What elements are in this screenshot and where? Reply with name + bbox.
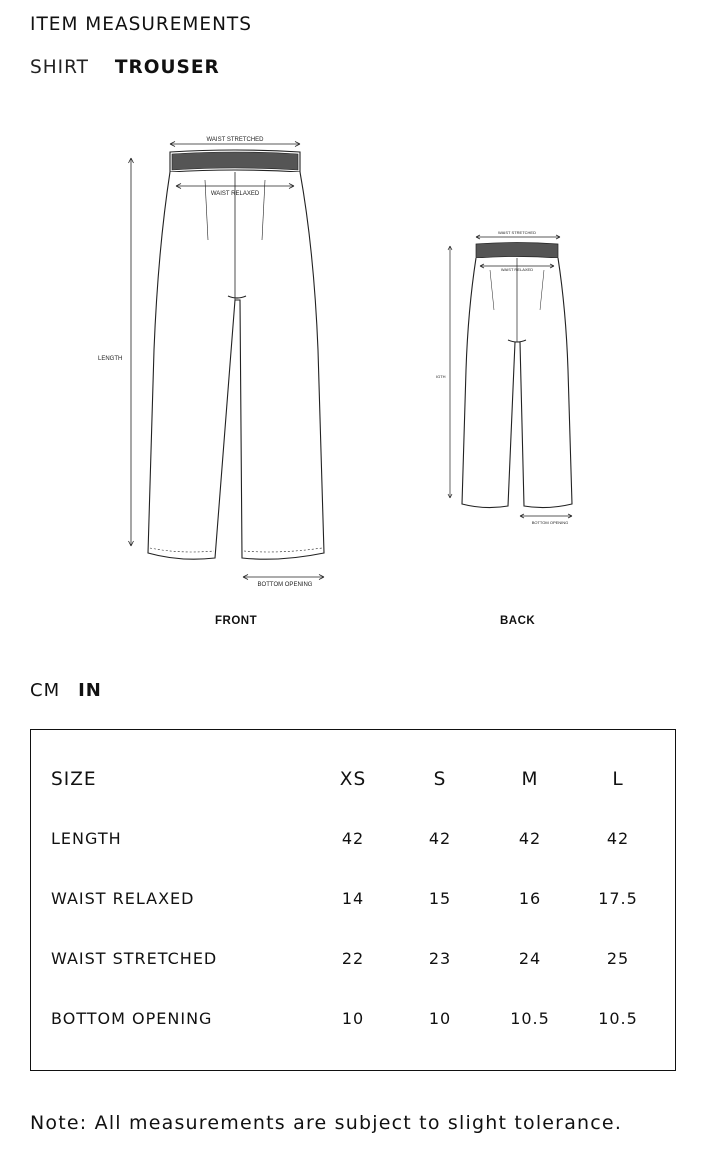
- tab-shirt[interactable]: SHIRT: [30, 57, 89, 78]
- table-cell: 42: [341, 828, 365, 848]
- front-view-label: FRONT: [215, 615, 258, 627]
- front-length-label: LENGTH: [98, 356, 123, 362]
- table-row: [51, 868, 671, 928]
- table-cell: 14: [341, 888, 365, 908]
- back-view-label: BACK: [500, 615, 536, 627]
- table-cell: 42: [606, 828, 630, 848]
- garment-tabs: [30, 57, 220, 78]
- table-row: [51, 808, 671, 868]
- row-label: WAIST STRETCHED: [51, 948, 218, 968]
- table-cell: 23: [428, 948, 452, 968]
- tolerance-note: Note: All measurements are subject to slight tolerance.: [30, 1112, 623, 1134]
- table-cell: 42: [518, 828, 542, 848]
- table-row: [51, 988, 671, 1048]
- size-s-header: S: [433, 768, 447, 790]
- size-l-header: L: [612, 768, 624, 790]
- back-waist-stretched-label: WAIST STRETCHED: [497, 230, 537, 235]
- table-cell: 10.5: [510, 1008, 550, 1028]
- table-cell: 42: [428, 828, 452, 848]
- table-cell: 10: [341, 1008, 365, 1028]
- row-label: BOTTOM OPENING: [51, 1008, 213, 1028]
- trouser-illustration: [30, 110, 713, 650]
- unit-toggle: [30, 680, 102, 701]
- table-cell: 24: [518, 948, 542, 968]
- front-trouser-drawing: [129, 142, 325, 580]
- unit-cm-button[interactable]: CM: [30, 680, 61, 701]
- row-label: LENGTH: [51, 828, 122, 848]
- back-trouser-drawing: [448, 235, 572, 518]
- table-cell: 25: [606, 948, 630, 968]
- table-cell: 16: [518, 888, 542, 908]
- front-bottom-opening-label: BOTTOM OPENING: [257, 582, 313, 588]
- front-waist-relaxed-label: WAIST RELAXED: [210, 191, 260, 197]
- table-row: [51, 928, 671, 988]
- table-cell: 10.5: [598, 1008, 638, 1028]
- back-bottom-opening-label: BOTTOM OPENING: [531, 520, 569, 525]
- back-waist-relaxed-label: WAIST RELAXED: [500, 267, 534, 272]
- table-cell: 17.5: [598, 888, 638, 908]
- back-length-label: IGTH: [436, 374, 446, 379]
- size-column-header: SIZE: [51, 768, 97, 790]
- page-title: ITEM MEASUREMENTS: [30, 14, 252, 35]
- tab-trouser[interactable]: TROUSER: [114, 57, 220, 78]
- table-cell: 10: [428, 1008, 452, 1028]
- table-cell: 22: [341, 948, 365, 968]
- size-xs-header: XS: [339, 768, 367, 790]
- table-header-row: [51, 750, 671, 808]
- size-chart-box: [30, 729, 676, 1071]
- trouser-measurement-diagram: [30, 110, 713, 650]
- row-label: WAIST RELAXED: [51, 888, 195, 908]
- unit-in-button[interactable]: IN: [78, 680, 102, 701]
- table-cell: 15: [428, 888, 452, 908]
- size-chart-table: [51, 750, 671, 1048]
- size-m-header: M: [521, 768, 539, 790]
- front-waist-stretched-label: WAIST STRETCHED: [206, 137, 264, 143]
